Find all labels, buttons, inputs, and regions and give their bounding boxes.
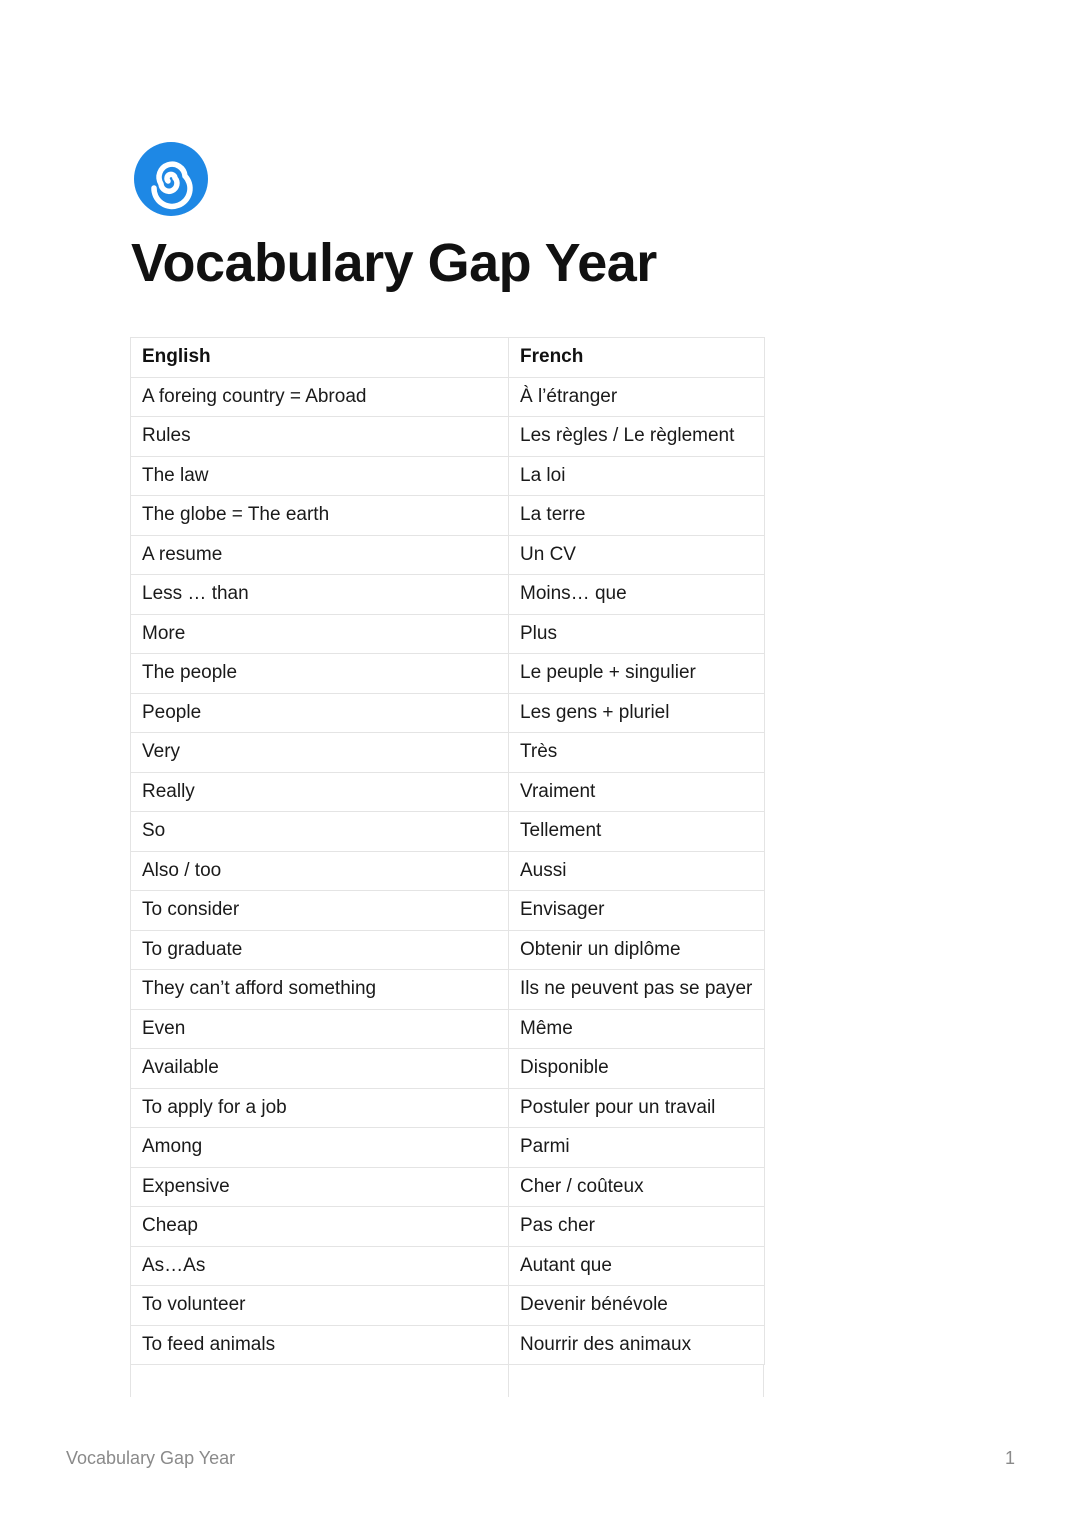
cell-french: La loi xyxy=(509,456,765,496)
cell-french: Les règles / Le règlement xyxy=(509,417,765,457)
table-row xyxy=(131,1167,765,1207)
table-row xyxy=(131,1128,765,1168)
table-row xyxy=(131,377,765,417)
table-row xyxy=(131,654,765,694)
cell-french: Aussi xyxy=(509,851,765,891)
cell-french: Nourrir des animaux xyxy=(509,1325,765,1365)
table-body xyxy=(131,377,765,1365)
empty-cell-english xyxy=(130,1365,508,1397)
cell-french: Devenir bénévole xyxy=(509,1286,765,1326)
page-title: Vocabulary Gap Year xyxy=(131,233,657,293)
table-row xyxy=(131,1246,765,1286)
table-row xyxy=(131,1325,765,1365)
table-row xyxy=(131,1009,765,1049)
table-row xyxy=(131,575,765,615)
table-row xyxy=(131,417,765,457)
cell-english: Less … than xyxy=(131,575,509,615)
cell-english: Rules xyxy=(131,417,509,457)
table-empty-row xyxy=(130,1365,764,1397)
cell-french: Le peuple + singulier xyxy=(509,654,765,694)
table-header-row xyxy=(131,338,765,378)
cell-english: The law xyxy=(131,456,509,496)
cell-english: To volunteer xyxy=(131,1286,509,1326)
cell-english: Expensive xyxy=(131,1167,509,1207)
cell-french: Autant que xyxy=(509,1246,765,1286)
table-row xyxy=(131,1049,765,1089)
header-french: French xyxy=(509,338,765,378)
cell-french: Tellement xyxy=(509,812,765,852)
cell-french: Vraiment xyxy=(509,772,765,812)
table-row xyxy=(131,930,765,970)
cell-french: Ils ne peuvent pas se payer xyxy=(509,970,765,1010)
cell-english: To consider xyxy=(131,891,509,931)
cell-french: Même xyxy=(509,1009,765,1049)
cell-french: Parmi xyxy=(509,1128,765,1168)
page-number: 1 xyxy=(1004,1448,1015,1468)
cell-french: Très xyxy=(509,733,765,773)
cell-french: Plus xyxy=(509,614,765,654)
cell-english: More xyxy=(131,614,509,654)
table-row xyxy=(131,891,765,931)
cell-french: Moins… que xyxy=(509,575,765,615)
table-row xyxy=(131,772,765,812)
footer-title: Vocabulary Gap Year xyxy=(66,1448,236,1468)
cell-english: Available xyxy=(131,1049,509,1089)
header-english: English xyxy=(131,338,509,378)
cell-english: To apply for a job xyxy=(131,1088,509,1128)
cell-english: To feed animals xyxy=(131,1325,509,1365)
table-row xyxy=(131,456,765,496)
vocabulary-table-grid xyxy=(130,337,765,1365)
table-row xyxy=(131,812,765,852)
cell-english: Among xyxy=(131,1128,509,1168)
cell-english: The people xyxy=(131,654,509,694)
table-row xyxy=(131,1207,765,1247)
cell-french: Disponible xyxy=(509,1049,765,1089)
cell-english: To graduate xyxy=(131,930,509,970)
cell-english: Really xyxy=(131,772,509,812)
cell-french: Pas cher xyxy=(509,1207,765,1247)
spiral-icon xyxy=(132,140,210,218)
cell-english: The globe = The earth xyxy=(131,496,509,536)
table-row xyxy=(131,614,765,654)
cell-french: Envisager xyxy=(509,891,765,931)
table-row xyxy=(131,970,765,1010)
table-row xyxy=(131,1088,765,1128)
cell-english: Even xyxy=(131,1009,509,1049)
cell-french: La terre xyxy=(509,496,765,536)
cell-english: People xyxy=(131,693,509,733)
cell-english: As…As xyxy=(131,1246,509,1286)
cell-english: A foreing country = Abroad xyxy=(131,377,509,417)
cell-french: Cher / coûteux xyxy=(509,1167,765,1207)
table-row xyxy=(131,733,765,773)
cell-english: So xyxy=(131,812,509,852)
cell-english: Also / too xyxy=(131,851,509,891)
cell-french: Postuler pour un travail xyxy=(509,1088,765,1128)
table-row xyxy=(131,851,765,891)
empty-cell-french xyxy=(508,1365,764,1397)
cell-english: They can’t afford something xyxy=(131,970,509,1010)
cell-french: À l’étranger xyxy=(509,377,765,417)
table-row xyxy=(131,1286,765,1326)
cell-french: Un CV xyxy=(509,535,765,575)
table-row xyxy=(131,496,765,536)
cell-french: Les gens + pluriel xyxy=(509,693,765,733)
table-row xyxy=(131,535,765,575)
cell-english: Cheap xyxy=(131,1207,509,1247)
cell-english: A resume xyxy=(131,535,509,575)
cell-french: Obtenir un diplôme xyxy=(509,930,765,970)
cell-english: Very xyxy=(131,733,509,773)
table-row xyxy=(131,693,765,733)
vocabulary-table xyxy=(130,337,764,1397)
